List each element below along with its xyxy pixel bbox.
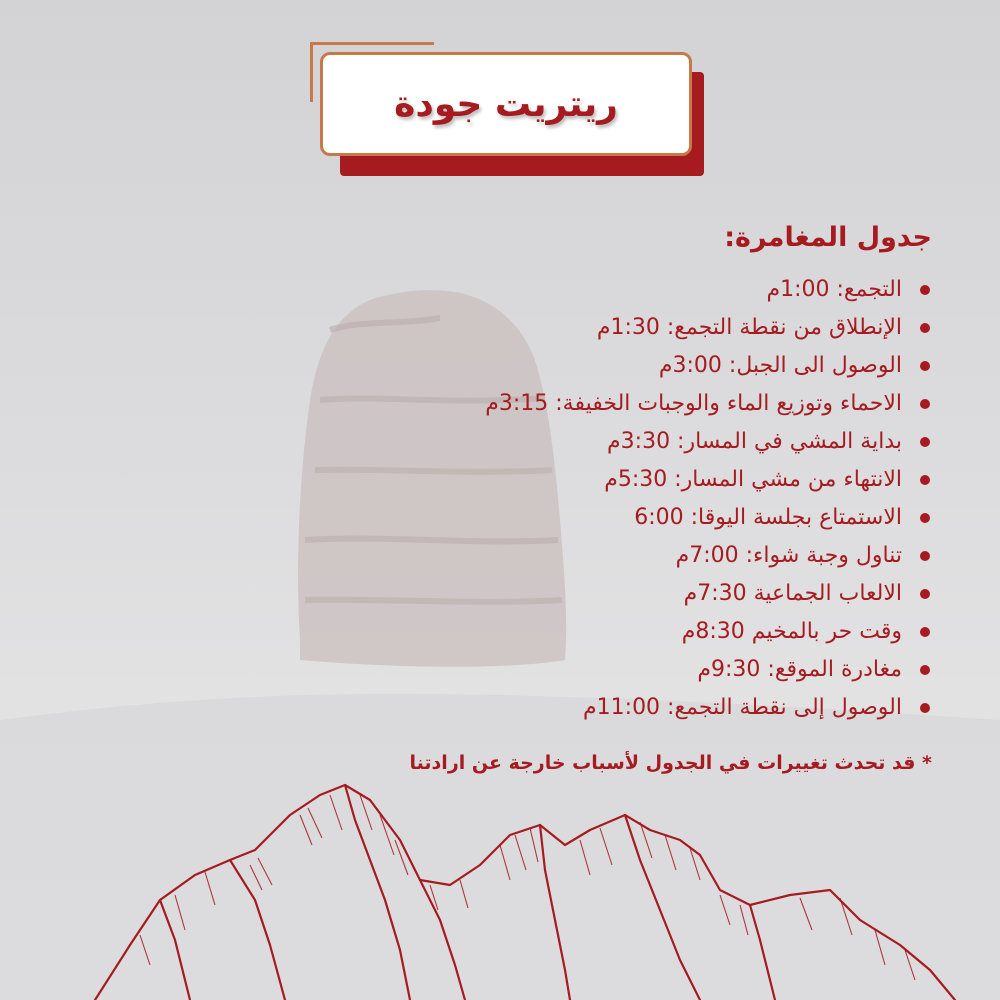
bullet-icon	[920, 551, 930, 561]
list-item	[312, 423, 932, 461]
list-item-text: الإنطلاق من نقطة التجمع: 1:30م	[596, 315, 902, 340]
schedule-list	[312, 271, 932, 727]
mountains-illustration	[0, 770, 1000, 1000]
title-accent-line-vertical	[310, 42, 313, 102]
list-item-text: الوصول إلى نقطة التجمع: 11:00م	[583, 695, 902, 720]
list-item	[312, 499, 932, 537]
list-item	[312, 309, 932, 347]
title-banner	[310, 42, 710, 182]
bullet-icon	[920, 361, 930, 371]
bullet-icon	[920, 513, 930, 523]
bullet-icon	[920, 285, 930, 295]
page-title: ريتريت جودة	[394, 83, 618, 125]
list-item-text: الانتهاء من مشي المسار: 5:30م	[604, 467, 902, 492]
list-item	[312, 461, 932, 499]
bullet-icon	[920, 437, 930, 447]
list-item-text: الوصول الى الجبل: 3:00م	[658, 353, 902, 378]
schedule-heading: جدول المغامرة:	[724, 222, 932, 253]
bullet-icon	[920, 665, 930, 675]
list-item-text: بداية المشي في المسار: 3:30م	[607, 429, 902, 454]
list-item	[312, 385, 932, 423]
list-item	[312, 537, 932, 575]
list-item-text: وقت حر بالمخيم 8:30م	[681, 619, 902, 644]
bullet-icon	[920, 589, 930, 599]
bullet-icon	[920, 703, 930, 713]
list-item-text: مغادرة الموقع: 9:30م	[697, 657, 902, 682]
list-item-text: التجمع: 1:00م	[766, 277, 902, 302]
list-item-text: تناول وجبة شواء: 7:00م	[675, 543, 902, 568]
bullet-icon	[920, 323, 930, 333]
list-item	[312, 651, 932, 689]
list-item	[312, 347, 932, 385]
list-item	[312, 689, 932, 727]
list-item	[312, 613, 932, 651]
schedule-section	[312, 222, 932, 727]
bullet-icon	[920, 475, 930, 485]
title-box	[320, 52, 692, 156]
list-item-text: الاحماء وتوزيع الماء والوجبات الخفيفة: 3:15م	[485, 391, 902, 416]
list-item-text: الالعاب الجماعية 7:30م	[683, 581, 902, 606]
title-accent-line	[310, 42, 434, 45]
list-item	[312, 271, 932, 309]
disclaimer-note: * قد تحدث تغييرات في الجدول لأسباب خارجة عن ارادتنا	[409, 752, 932, 774]
list-item	[312, 575, 932, 613]
bullet-icon	[920, 399, 930, 409]
bullet-icon	[920, 627, 930, 637]
list-item-text: الاستمتاع بجلسة اليوقا: 6:00	[634, 505, 902, 530]
